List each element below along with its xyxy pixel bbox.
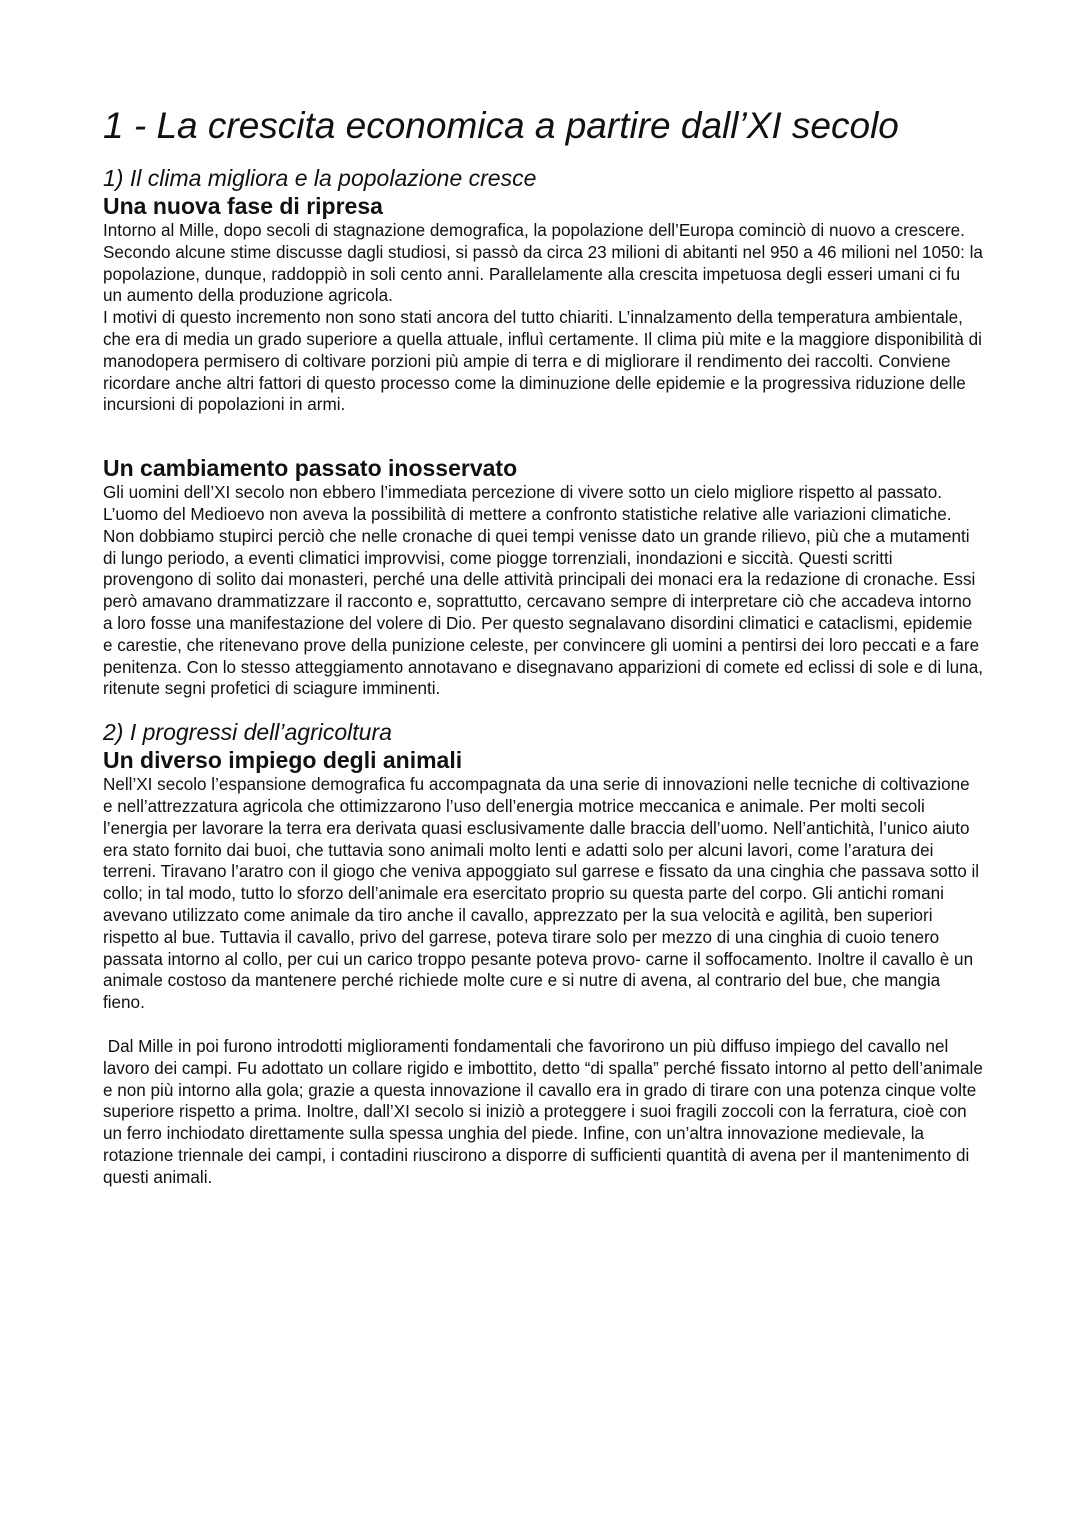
document-page [103, 102, 983, 1188]
section-heading-cambiamento: Un cambiamento passato inosservato [103, 455, 518, 482]
paragraph [103, 1036, 983, 1189]
section-heading-animali: Un diverso impiego degli animali [103, 747, 463, 774]
paragraph: Gli uomini dell’XI secolo non ebbero l’immediata percezione di vivere sotto un cielo migliore rispetto al passato. L’uomo del Medioevo non aveva la possibilità di mettere a confronto statistiche relative alle variazioni climatiche. Non dobbiamo stupirci perciò che nelle cronache di quei tempi venisse dato un grande rilievo, più che a mutamenti di lungo periodo, a eventi climatici improvvisi, come piogge torrenziali, inondazioni e siccità. Questi scritti provengono di solito dai monasteri, perché una delle attività principali dei monaci era la redazione di cronache. Essi però amavano drammatizzare il racconto e, soprattutto, cercavano sempre di interpretare ciò che accadeva intorno a loro fosse una manifestazione del volere di Dio. Per questo segnalavano disordini climatici e cataclismi, epidemie e carestie, che ritenevano prove della punizione celeste, per convincere gli uomini a pentirsi dei loro peccati e a fare penitenza. Con lo stesso atteggiamento annotavano e disegnavano apparizioni di comete ed eclissi di sole e di luna, ritenute segni profetici di sciagure imminenti. [103, 483, 983, 699]
chapter-heading-2: 2) I progressi dell’agricoltura [103, 719, 392, 746]
document-title: 1 - La crescita economica a partire dall’XI secolo [103, 105, 899, 146]
section-heading-ripresa: Una nuova fase di ripresa [103, 193, 383, 219]
paragraph: I motivi di questo incremento non sono stati ancora del tutto chiariti. L’innalzamento della temperatura ambientale, che era di media un grado superiore a quella attuale, influì certamente. Il clima più mite e la maggiore disponibilità di manodopera permisero di coltivare porzioni più ampie di terra e di migliorare il rendimento dei raccolti. Conviene ricordare anche altri fattori di questo processo come la diminuzione delle epidemie e la progressiva riduzione delle incursioni di popolazioni in armi. [103, 308, 982, 415]
paragraph-text: Dal Mille in poi furono introdotti miglioramenti fondamentali che favorirono un più diffuso impiego del cavallo nel lavoro dei campi. Fu adottato un collare rigido e imbottito, detto “di spalla” perché fissato intorno al petto dell’animale e non più intorno alla gola; grazie a questa innovazione il cavallo era in grado di tirare con una potenza cinque volte superiore rispetto a prima. Inoltre, dall’XI secolo si iniziò a proteggere i suoi fragili zoccoli con la ferratura, cioè con un ferro inchiodato direttamente sulla spessa unghia del piede. Infine, con un’altra innovazione medievale, la rotazione triennale dei campi, i contadini riuscirono a disporre di sufficienti quantità di avena per il mantenimento di questi animali. [103, 1036, 983, 1187]
paragraph: Intorno al Mille, dopo secoli di stagnazione demografica, la popolazione dell’Europa cominciò di nuovo a crescere. Secondo alcune stime discusse dagli studiosi, si passò da circa 23 milioni di abitanti nel 950 a 46 milioni nel 1050: la popolazione, dunque, raddoppiò in soli cento anni. Parallelamente alla crescita impetuosa degli esseri umani ci fu un aumento della produzione agricola. [103, 221, 983, 306]
chapter-heading-1: 1) Il clima migliora e la popolazione cresce [103, 165, 537, 191]
paragraph: Nell’XI secolo l’espansione demografica fu accompagnata da una serie di innovazioni nelle tecniche di coltivazione e nell’attrezzatura agricola che ottimizzarono l’uso dell’energia motrice meccanica e animale. Per molti secoli l’energia per lavorare la terra era derivata quasi esclusivamente dalle braccia dell’uomo. Nell’antichità, l’unico aiuto era stato fornito dai buoi, che tuttavia sono animali molto lenti e adatti solo per alcuni lavori, come l’aratura dei terreni. Tiravano l’aratro con il giogo che veniva appoggiato sul garrese e fissato da una cinghia che passava sotto il collo; in tal modo, tutto lo sforzo dell’animale era esercitato proprio su questa parte del corpo. Gli antichi romani avevano utilizzato come animale da tiro anche il cavallo, apprezzato per la sua velocità e agilità, ben superiori rispetto al bue. Tuttavia il cavallo, privo del garrese, poteva tirare solo per mezzo di una cinghia di cuoio tenero passata intorno al collo, per cui un carico troppo pesante poteva provo- carne il soffocamento. Inoltre il cavallo è un animale costoso da mantenere perché richiede molte cure e si nutre di avena, al contrario del bue, che mangia fieno. [103, 775, 980, 1013]
